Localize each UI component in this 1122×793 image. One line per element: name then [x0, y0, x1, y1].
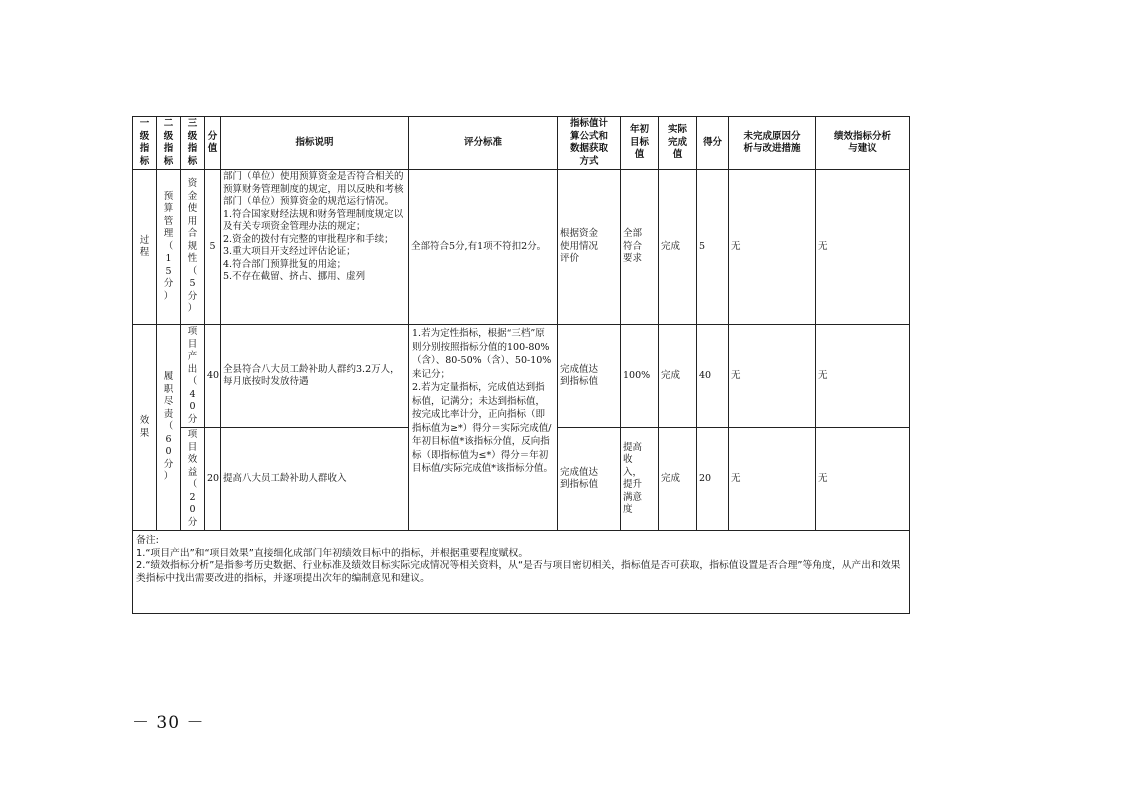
- table-row: [133, 325, 910, 428]
- process-criteria: 全部符合5分,有1项不符扣2分。: [409, 170, 558, 325]
- benefit-weight: 20: [205, 428, 221, 531]
- output-reason: 无: [729, 325, 816, 428]
- process-actual: 完成: [659, 170, 697, 325]
- header-analysis: 绩效指标分析 与建议: [816, 117, 910, 170]
- process-target: 全部 符合 要求: [621, 170, 659, 325]
- output-weight: 40: [205, 325, 221, 428]
- benefit-analysis: 无: [816, 428, 910, 531]
- header-level1: 一 级 指 标: [133, 117, 157, 170]
- output-level3: 项 目 产 出 （ 4 0 分: [181, 325, 205, 428]
- notes-row: [133, 531, 910, 614]
- header-criteria: 评分标准: [409, 117, 558, 170]
- output-target: 100%: [621, 325, 659, 428]
- process-formula: 根据资金 使用情况 评价: [558, 170, 621, 325]
- process-level3: 资 金 使 用 合 规 性 （ 5 分 ）: [181, 170, 205, 325]
- benefit-actual: 完成: [659, 428, 697, 531]
- benefit-level3: 项 目 效 益 （ 2 0 分: [181, 428, 205, 531]
- output-actual: 完成: [659, 325, 697, 428]
- table-row: [133, 170, 910, 325]
- performance-table: [132, 116, 910, 614]
- benefit-reason: 无: [729, 428, 816, 531]
- effect-criteria: [409, 325, 558, 531]
- process-description: 部门（单位）使用预算资金是否符合相关的预算财务管理制度的规定，用以反映和考核部门（单位）预算资金的规范运行情况。 1.符合国家财经法规和财务管理制度规定以及有关专项资金管理办法的规定； 2.资金的拨付有完整的审批程序和手续； 3.重大项目开支经过评估论证； 4.符合部门预算批复的用途； 5.不存在截留、挤占、挪用、虚列: [221, 170, 409, 325]
- effect-level2: 履 职 尽 责 （ 6 0 分 ）: [157, 325, 181, 531]
- process-score: 5: [697, 170, 729, 325]
- notes-line-1: 1.“项目产出”和“项目效果”直接细化成部门年初绩效目标中的指标，并根据重要程度赋权。: [136, 547, 529, 559]
- process-level2: 预 算 管 理 （ 1 5 分 ）: [157, 170, 181, 325]
- output-description: 全县符合八大员工龄补助人群约3.2万人，每月底按时发放待遇: [221, 325, 409, 428]
- header-target: 年初 目标 值: [621, 117, 659, 170]
- output-score: 40: [697, 325, 729, 428]
- header-reason: 未完成原因分 析与改进措施: [729, 117, 816, 170]
- process-weight: 5: [205, 170, 221, 325]
- notes-title: 备注:: [136, 535, 159, 546]
- header-level3: 三 级 指 标: [181, 117, 205, 170]
- benefit-formula: 完成值达 到指标值: [558, 428, 621, 531]
- process-reason: 无: [729, 170, 816, 325]
- header-actual: 实际 完成 值: [659, 117, 697, 170]
- header-level2: 二 级 指 标: [157, 117, 181, 170]
- page-number: － 30 －: [132, 713, 205, 733]
- header-description: 指标说明: [221, 117, 409, 170]
- notes: [133, 531, 910, 614]
- process-analysis: 无: [816, 170, 910, 325]
- output-analysis: 无: [816, 325, 910, 428]
- output-formula: 完成值达 到指标值: [558, 325, 621, 428]
- header-formula: 指标值计 算公式和 数据获取 方式: [558, 117, 621, 170]
- header-score: 得分: [697, 117, 729, 170]
- benefit-target: 提高 收 入， 提升 满意 度: [621, 428, 659, 531]
- effect-criteria-text: 1.若为定性指标，根据“三档”原则分别按照指标分值的100-80%（含）、80-50%（含）、50-10%来记分； 2.若为定量指标，完成值达到指标值，记满分；未达到指标值，按完成比率计分，正向指标（即指标值为≥*）得分＝实际完成值/年初目标值*该指标分值，反向指标（即指标值为≤*）得分＝年初目标值/实际完成值*该指标分值。: [412, 328, 553, 474]
- effect-level1: 效 果: [133, 325, 157, 531]
- process-level1: 过 程: [133, 170, 157, 325]
- benefit-score: 20: [697, 428, 729, 531]
- notes-line-2: 2.“绩效指标分析”是指参考历史数据、行业标准及绩效目标实际完成情况等相关资料，从“是否与项目密切相关，指标值是否可获取，指标值设置是否合理”等角度，从产出和效果类指标中找出需要改进的指标，并逐项提出次年的编制意见和建议。: [136, 560, 901, 584]
- header-row: [133, 117, 910, 170]
- header-weight: 分 值: [205, 117, 221, 170]
- benefit-description: 提高八大员工龄补助人群收入: [221, 428, 409, 531]
